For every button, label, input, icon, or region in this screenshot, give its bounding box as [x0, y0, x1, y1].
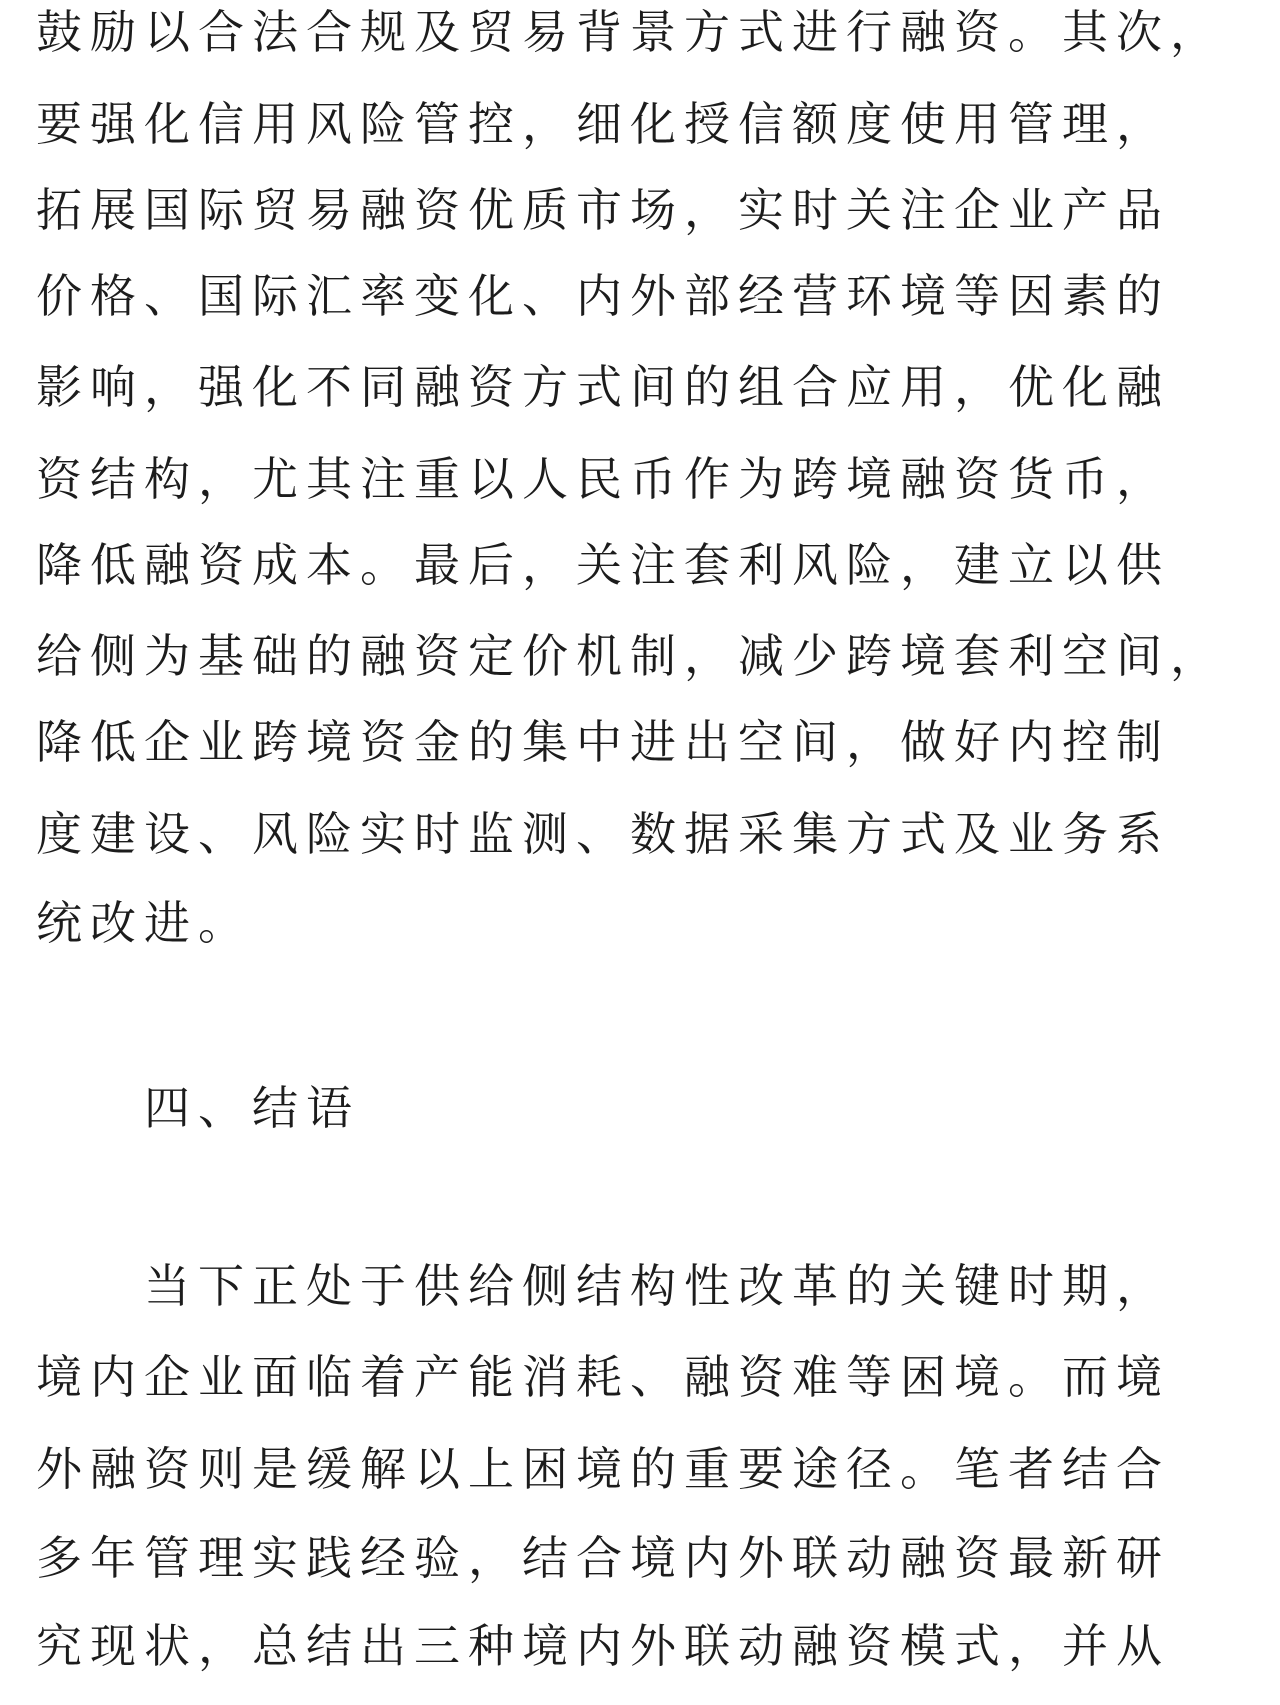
paragraph-line: 当下正处于供给侧结构性改革的关键时期， — [144, 1259, 1170, 1313]
paragraph-line: 拓展国际贸易融资优质市场，实时关注企业产品 — [36, 183, 1170, 237]
paragraph-line: 统改进。 — [36, 896, 252, 950]
paragraph-line: 要强化信用风险管控，细化授信额度使用管理， — [36, 97, 1170, 151]
paragraph-line: 价格、国际汇率变化、内外部经营环境等因素的 — [36, 269, 1170, 323]
paragraph-line: 影响，强化不同融资方式间的组合应用，优化融 — [36, 360, 1170, 414]
paragraph-line: 境内企业面临着产能消耗、融资难等困境。而境 — [36, 1350, 1170, 1404]
paragraph-line: 多年管理实践经验，结合境内外联动融资最新研 — [36, 1531, 1170, 1585]
paragraph-line: 降低企业跨境资金的集中进出空间，做好内控制 — [36, 715, 1170, 769]
paragraph-line: 度建设、风险实时监测、数据采集方式及业务系 — [36, 807, 1170, 861]
paragraph-line: 外融资则是缓解以上困境的重要途径。笔者结合 — [36, 1442, 1170, 1496]
paragraph-line: 资结构，尤其注重以人民币作为跨境融资货币， — [36, 452, 1170, 506]
paragraph-line: 鼓励以合法合规及贸易背景方式进行融资。其次， — [36, 5, 1224, 59]
section-heading: 四、结语 — [144, 1081, 360, 1135]
paragraph-line: 降低融资成本。最后，关注套利风险，建立以供 — [36, 538, 1170, 592]
paragraph-line: 给侧为基础的融资定价机制，减少跨境套利空间， — [36, 629, 1224, 683]
paragraph-line: 究现状，总结出三种境内外联动融资模式，并从 — [36, 1619, 1170, 1673]
